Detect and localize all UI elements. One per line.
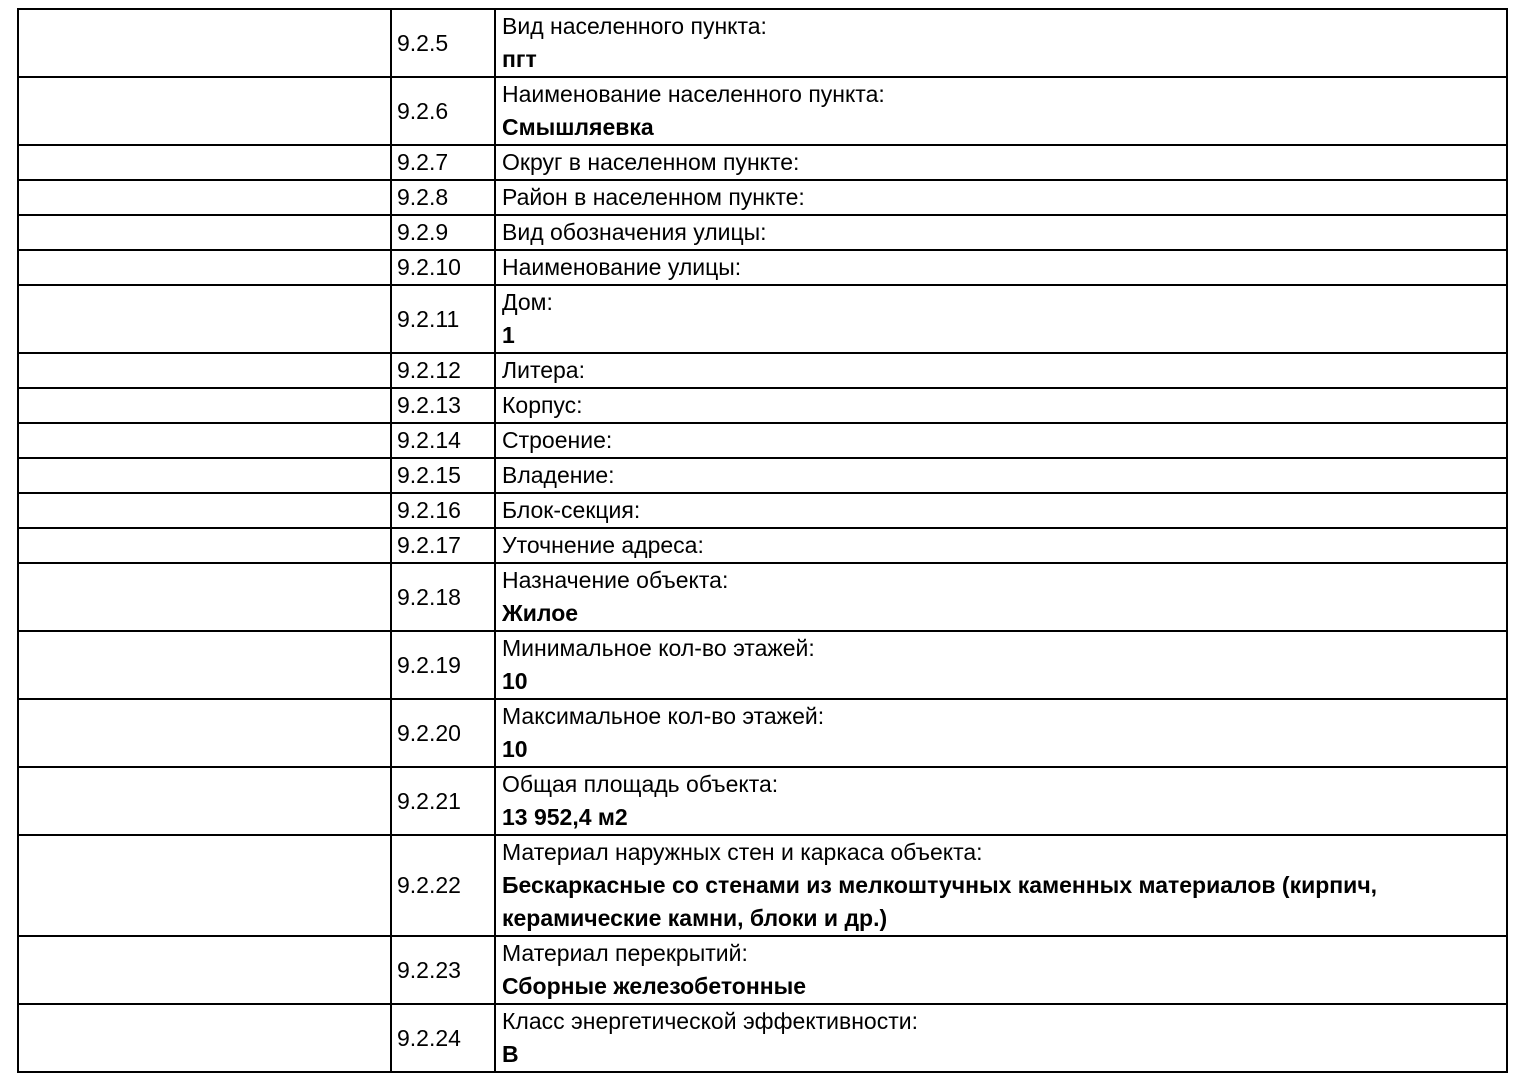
item-description-cell [495,250,1507,285]
item-code: 9.2.13 [391,388,495,423]
field-value: 1 [502,322,515,348]
item-code: 9.2.7 [391,145,495,180]
item-description-cell [495,835,1507,936]
item-code: 9.2.17 [391,528,495,563]
field-label: Округ в населенном пункте: [502,149,800,175]
table-row [18,458,1507,493]
item-code: 9.2.18 [391,563,495,631]
field-label: Наименование улицы: [502,254,742,280]
empty-cell [18,458,391,493]
field-label: Класс энергетической эффективности: [502,1008,918,1034]
item-code: 9.2.11 [391,285,495,353]
item-description-cell [495,936,1507,1004]
empty-cell [18,180,391,215]
table-row [18,835,1507,936]
item-description-cell [495,1004,1507,1072]
table-body [18,9,1507,1072]
field-label: Блок-секция: [502,497,641,523]
field-label: Корпус: [502,392,583,418]
empty-cell [18,353,391,388]
field-value: В [502,1041,519,1067]
item-description-cell [495,631,1507,699]
field-label: Дом: [502,289,553,315]
table-row [18,353,1507,388]
item-code: 9.2.20 [391,699,495,767]
empty-cell [18,1004,391,1072]
field-value: Жилое [502,600,579,626]
table-row [18,936,1507,1004]
table-row [18,388,1507,423]
item-code: 9.2.5 [391,9,495,77]
table-row [18,250,1507,285]
table-row [18,1004,1507,1072]
empty-cell [18,936,391,1004]
empty-cell [18,493,391,528]
field-label: Материал наружных стен и каркаса объекта: [502,839,983,865]
table-row [18,563,1507,631]
table-row [18,699,1507,767]
field-label: Минимальное кол-во этажей: [502,635,815,661]
empty-cell [18,388,391,423]
item-code: 9.2.10 [391,250,495,285]
field-label: Материал перекрытий: [502,940,748,966]
field-label: Владение: [502,462,615,488]
empty-cell [18,145,391,180]
field-label: Общая площадь объекта: [502,771,779,797]
table-row [18,145,1507,180]
empty-cell [18,835,391,936]
field-value: Сборные железобетонные [502,973,807,999]
table-row [18,77,1507,145]
field-value: 13 952,4 м2 [502,804,628,830]
field-value: Бескаркасные со стенами из мелкоштучных каменных материалов (кирпич, керамические камни, блоки и др.) [502,872,1378,931]
table-row [18,631,1507,699]
item-description-cell [495,388,1507,423]
table-row [18,423,1507,458]
empty-cell [18,9,391,77]
field-label: Назначение объекта: [502,567,729,593]
item-description-cell [495,353,1507,388]
table-row [18,9,1507,77]
empty-cell [18,767,391,835]
item-description-cell [495,563,1507,631]
item-description-cell [495,423,1507,458]
item-description-cell [495,77,1507,145]
empty-cell [18,699,391,767]
field-label: Максимальное кол-во этажей: [502,703,825,729]
empty-cell [18,215,391,250]
empty-cell [18,563,391,631]
item-description-cell [495,493,1507,528]
field-label: Вид населенного пункта: [502,13,767,39]
item-code: 9.2.6 [391,77,495,145]
field-label: Уточнение адреса: [502,532,704,558]
item-description-cell [495,458,1507,493]
table-row [18,285,1507,353]
item-description-cell [495,145,1507,180]
item-code: 9.2.19 [391,631,495,699]
table-row [18,180,1507,215]
empty-cell [18,285,391,353]
field-value: пгт [502,46,537,72]
table-row [18,767,1507,835]
field-value: Смышляевка [502,114,654,140]
item-description-cell [495,285,1507,353]
item-code: 9.2.22 [391,835,495,936]
item-code: 9.2.24 [391,1004,495,1072]
empty-cell [18,423,391,458]
field-label: Вид обозначения улицы: [502,219,767,245]
item-description-cell [495,9,1507,77]
field-label: Район в населенном пункте: [502,184,805,210]
table-row [18,215,1507,250]
field-label: Наименование населенного пункта: [502,81,885,107]
item-description-cell [495,699,1507,767]
item-code: 9.2.21 [391,767,495,835]
item-code: 9.2.14 [391,423,495,458]
field-value: 10 [502,736,528,762]
table-row [18,493,1507,528]
empty-cell [18,77,391,145]
item-description-cell [495,767,1507,835]
item-description-cell [495,215,1507,250]
object-details-table [17,8,1508,1073]
item-description-cell [495,180,1507,215]
item-code: 9.2.15 [391,458,495,493]
field-label: Литера: [502,357,585,383]
empty-cell [18,528,391,563]
table-row [18,528,1507,563]
item-description-cell [495,528,1507,563]
item-code: 9.2.9 [391,215,495,250]
field-value: 10 [502,668,528,694]
item-code: 9.2.8 [391,180,495,215]
empty-cell [18,631,391,699]
field-label: Строение: [502,427,613,453]
item-code: 9.2.23 [391,936,495,1004]
item-code: 9.2.12 [391,353,495,388]
empty-cell [18,250,391,285]
item-code: 9.2.16 [391,493,495,528]
